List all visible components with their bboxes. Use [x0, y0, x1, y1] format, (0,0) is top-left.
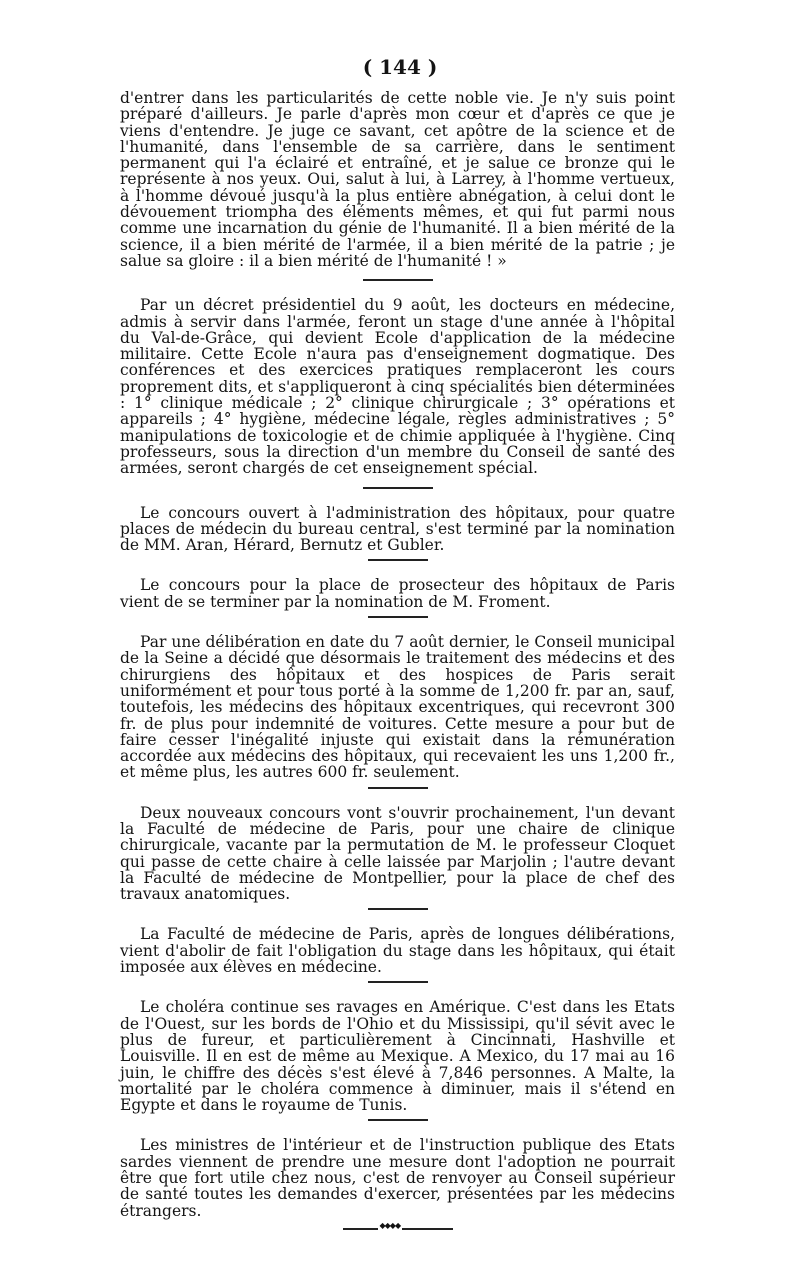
paragraph-larrey-speech-end: d'entrer dans les particularités de cette noble vie. Je n'y suis point préparé d'ailleurs. Je parle d'après mon cœur et d'après ce que je viens d'entendre. Je juge ce savant, cet apôtre de la science et de l'humanité, dans l'ensemble de sa carrière, dans le sentiment permanent qui l'a éclairé et entraîné, et je salue ce bronze qui le représente à nos yeux. Oui, salut à lui, à Larrey, à l'homme vertueux, à l'homme dévoué jusqu'à la plus entière abnégation, à celui dont le dévouement triompha des éléments mêmes, et qui fut parmi nous comme une incarnation du génie de l'humanité. Il a bien mérité de la science, il a bien mérité de l'armée, il a bien mérité de la patrie ; je salue sa gloire : il a bien mérité de l'humanité ! » — [120, 89, 675, 270]
paragraph-concours-prosecteur: Le concours pour la place de prosecteur des hôpitaux de Paris vient de se terminer par la nomination de M. Froment. — [120, 576, 675, 611]
paragraph-nouveaux-concours: Deux nouveaux concours vont s'ouvrir prochainement, l'un devant la Faculté de médecine de Paris, pour une chaire de clinique chirurgicale, vacante par la permutation de M. le professeur Cloquet qui passe de cette chaire à celle laissée par Marjolin ; l'autre devant la Faculté de médecine de Montpellier, pour la place de chef des travaux anatomiques. — [120, 803, 675, 904]
paragraph-concours-bureau-central: Le concours ouvert à l'administration des hôpitaux, pour quatre places de médecin du bureau central, s'est terminé par la nomination de MM. Aran, Hérard, Bernutz et Gubler. — [120, 503, 675, 555]
paragraph-conseil-municipal: Par une délibération en date du 7 août dernier, le Conseil municipal de la Seine a décidé que désormais le traitement des médecins et des chirurgiens des hôpitaux et des hospices de Paris serait uniformément et pour tous porté à la somme de 1,200 fr. par an, sauf, toutefois, les médecins des hôpitaux excentriques, qui recevront 300 fr. de plus pour indemnité de voitures. Cette mesure a pour but de faire cesser l'inégalité injuste qui existait dans la rémunération accordée aux médecins des hôpitaux, qui recevaient les uns 1,200 fr., et même plus, les autres 600 fr. seulement. — [120, 633, 675, 782]
paragraph-val-de-grace-decree: Par un décret présidentiel du 9 août, les docteurs en médecine, admis à servir dans l'armée, feront un stage d'une année à l'hôpital du Val-de-Grâce, qui devient Ecole d'application de la médecine militaire. Cette Ecole n'aura pas d'enseignement dogmatique. Des conférences et des exercices pratiques remplaceront les cours proprement dits, et s'appliqueront à cinq spécialités bien déterminées : 1° clinique médicale ; 2° clinique chirurgicale ; 3° opérations et appareils ; 4° hygiène, médecine légale, règles administratives ; 5° manipulations de toxicologie et de chimie appliquée à l'hygiène. Cinq professeurs, sous la direction d'un membre du Conseil de santé des armées, seront chargés de cet enseignement spécial. — [120, 296, 675, 478]
section-divider — [368, 787, 428, 789]
section-divider — [368, 981, 428, 983]
paragraph-faculte-stage: La Faculté de médecine de Paris, après de longues délibérations, vient d'abolir de fait l'obligation du stage dans les hôpitaux, qui était imposée aux élèves en médecine. — [120, 925, 675, 977]
page-number: ( 144 ) — [362, 55, 438, 79]
section-divider — [368, 559, 428, 561]
section-divider — [368, 616, 428, 618]
section-divider — [368, 908, 428, 910]
section-divider — [368, 1119, 428, 1121]
end-ornament — [343, 1225, 453, 1233]
text-column — [120, 90, 675, 1233]
section-divider — [363, 487, 433, 489]
paragraph-cholera: Le choléra continue ses ravages en Amérique. C'est dans les Etats de l'Ouest, sur les bords de l'Ohio et du Mississipi, qu'il sévit avec le plus de fureur, et particulièrement à Cincinnati, Hashville et Louisville. Il en est de même au Mexique. A Mexico, du 17 mai au 16 juin, le chiffre des décès s'est élevé à 7,846 personnes. A Malte, la mortalité par le choléra commence à diminuer, mais il s'étend en Egypte et dans le royaume de Tunis. — [120, 998, 675, 1115]
paragraph-etats-sardes: Les ministres de l'intérieur et de l'instruction publique des Etats sardes viennent de prendre une mesure dont l'adoption ne pourrait être que fort utile chez nous, c'est de renvoyer au Conseil supérieur de santé toutes les demandes d'exercer, présentées par les médecins étrangers. — [120, 1136, 675, 1220]
section-divider — [363, 279, 433, 281]
